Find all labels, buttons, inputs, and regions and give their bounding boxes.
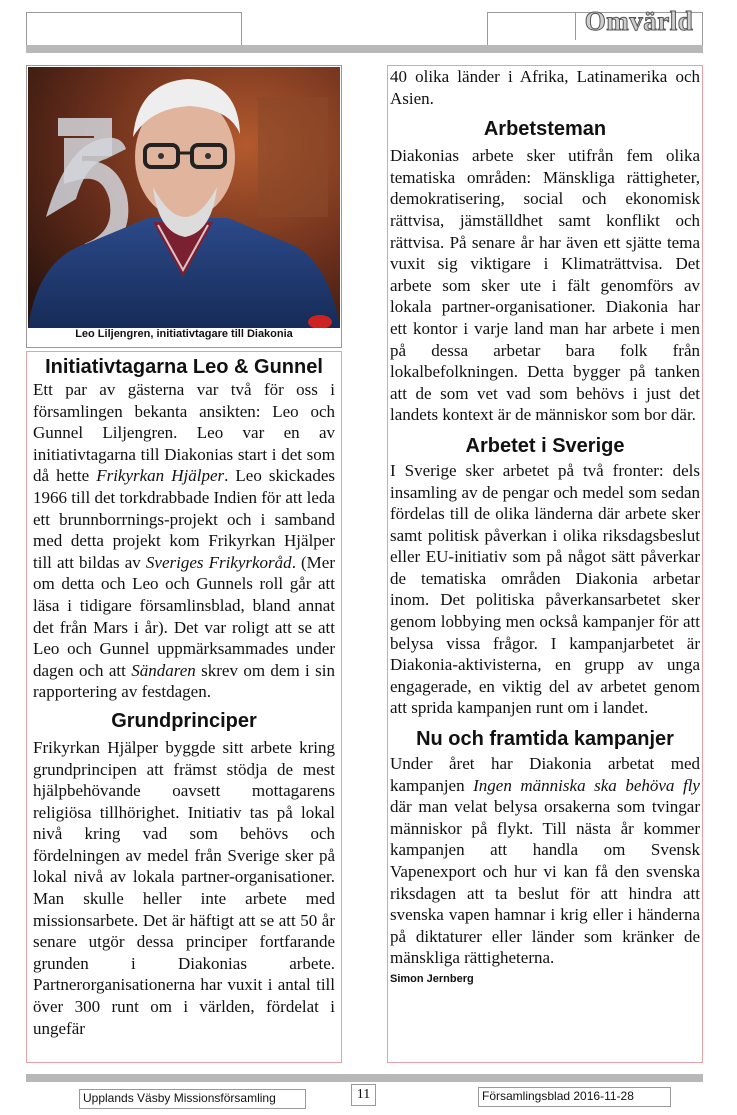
footer-church-name: Upplands Väsby Missionsförsamling [79,1089,306,1109]
paragraph-kampanjer: Under året har Diakonia arbetat med kampanjen Ingen människa ska behöva fly där man velat belysa orsakerna som tvingar människor på flykt. Till nästa år kommer kampanjen att handla om Svensk Vapenexport och hur vi kan få den svenska riksdagen att ta beslut för att hindra att svenska vapen hamnar i krig eller i händerna på diktaturer eller länder som kränker de mänskliga rättigheterna. [390,754,700,968]
paragraph-arbetsteman: Diakonias arbete sker utifrån fem olika tematiska områden: Mänskliga rättigheter, demokratisering, social och ekonomisk rättvisa, jämställdhet samt konflikt och rättvisa. På senare år har även ett sjätte tema vuxit sig viktigare i Klimaträttvisa. Det arbete som sker ute i fält genomförs av lokala partner-organisationer. Diakonia har ett kontor i varje land man har arbete i men på dessa arbetar bara folk från lokalbefolkningen. Detta bygger på tanken att de som vet vad som behövs i just det landets kontext är de människor som bor där. [390,146,700,425]
page-number: 11 [351,1084,376,1106]
paragraph-lander: 40 olika länder i Afrika, Latinamerika och Asien. [390,67,700,108]
section-title: Omvärld [584,6,694,36]
portrait-photo [28,67,340,328]
photo-frame [26,65,342,348]
heading-arbetet-i-sverige: Arbetet i Sverige [465,434,625,457]
heading-initiativtagarna: Initiativtagarna Leo & Gunnel [45,356,323,378]
footer-rule [26,1074,703,1082]
heading-kampanjer: Nu och framtida kampanjer [416,728,674,751]
heading-arbetsteman: Arbetsteman [483,118,607,141]
heading-grundprinciper: Grundprinciper [111,709,257,732]
photo-caption: Leo Liljengren, initiativtagare till Diakonia [75,328,293,340]
left-column [26,351,342,1063]
paragraph-grundprinciper: Frikyrkan Hjälper byggde sitt arbete kring grundprincipen att främst stödja de mest hjälpbehövande oavsett mottagarens religiösa tillhörighet. Initiativ tas på lokal nivå kring vad som behövs och fördelningen av medel från Sverige sker på lokal nivå av lokala partner-organisationer. Man skulle heller inte arbete med missionsarbete. Det är häftigt att se att 50 år senare utgör dessa principer fortfarande grunden i Diakonias arbete. Partnerorganisationerna har vuxit i antal till över 300 runt om i världen, fördelat i ungefär [33,737,335,1038]
left-column-content [33,355,335,1039]
right-column-content [390,66,700,985]
header-rule [26,45,703,53]
footer-issue-date: Församlingsblad 2016-11-28 [478,1087,671,1107]
right-column [387,65,703,1063]
paragraph-initiativtagarna: Ett par av gästerna var två för oss i församlingen bekanta ansikten: Leo och Gunnel Liljengren. Leo var en av initiativtagarna till Diakonias start i det som då hette Frikyrkan Hjälper. Leo skickades 1966 till det torkdrabbade Indien för att leda ett brunnborrnings-projekt och i samband med detta projekt kom Frikyrkan Hjälper till att bildas av Sveriges Frikyrkoråd. (Mer om detta och Leo och Gunnels roll går att läsa i tidigare församlinsblad, bland annat det från Mars i år). Det var roligt att se att Leo och Gunnel uppmärksammades under dagen och att Sändaren skrev om dem i sin rapportering av festdagen. [33,380,336,702]
signature: Simon Jernberg [390,972,474,985]
paragraph-arbetet-i-sverige: I Sverige sker arbetet på två fronter: dels insamling av de pengar och medel som sedan fördelas till de olika länderna där arbete sker samt politisk påverkan i olika riksdagsbeslut eller EU-initiativ som på något sätt påverkar de tematiska områden Diakonia arbetar inom. Det politiska påverkansarbetet sker genom lobbying men också kampanjer för att belysa vissa frågor. I kampanjarbetet är Diakonia-aktivisterna, en grupp av unga engagerade, en viktig del av arbetet genom att sprida kampanjen runt om i landet. [390,460,700,718]
